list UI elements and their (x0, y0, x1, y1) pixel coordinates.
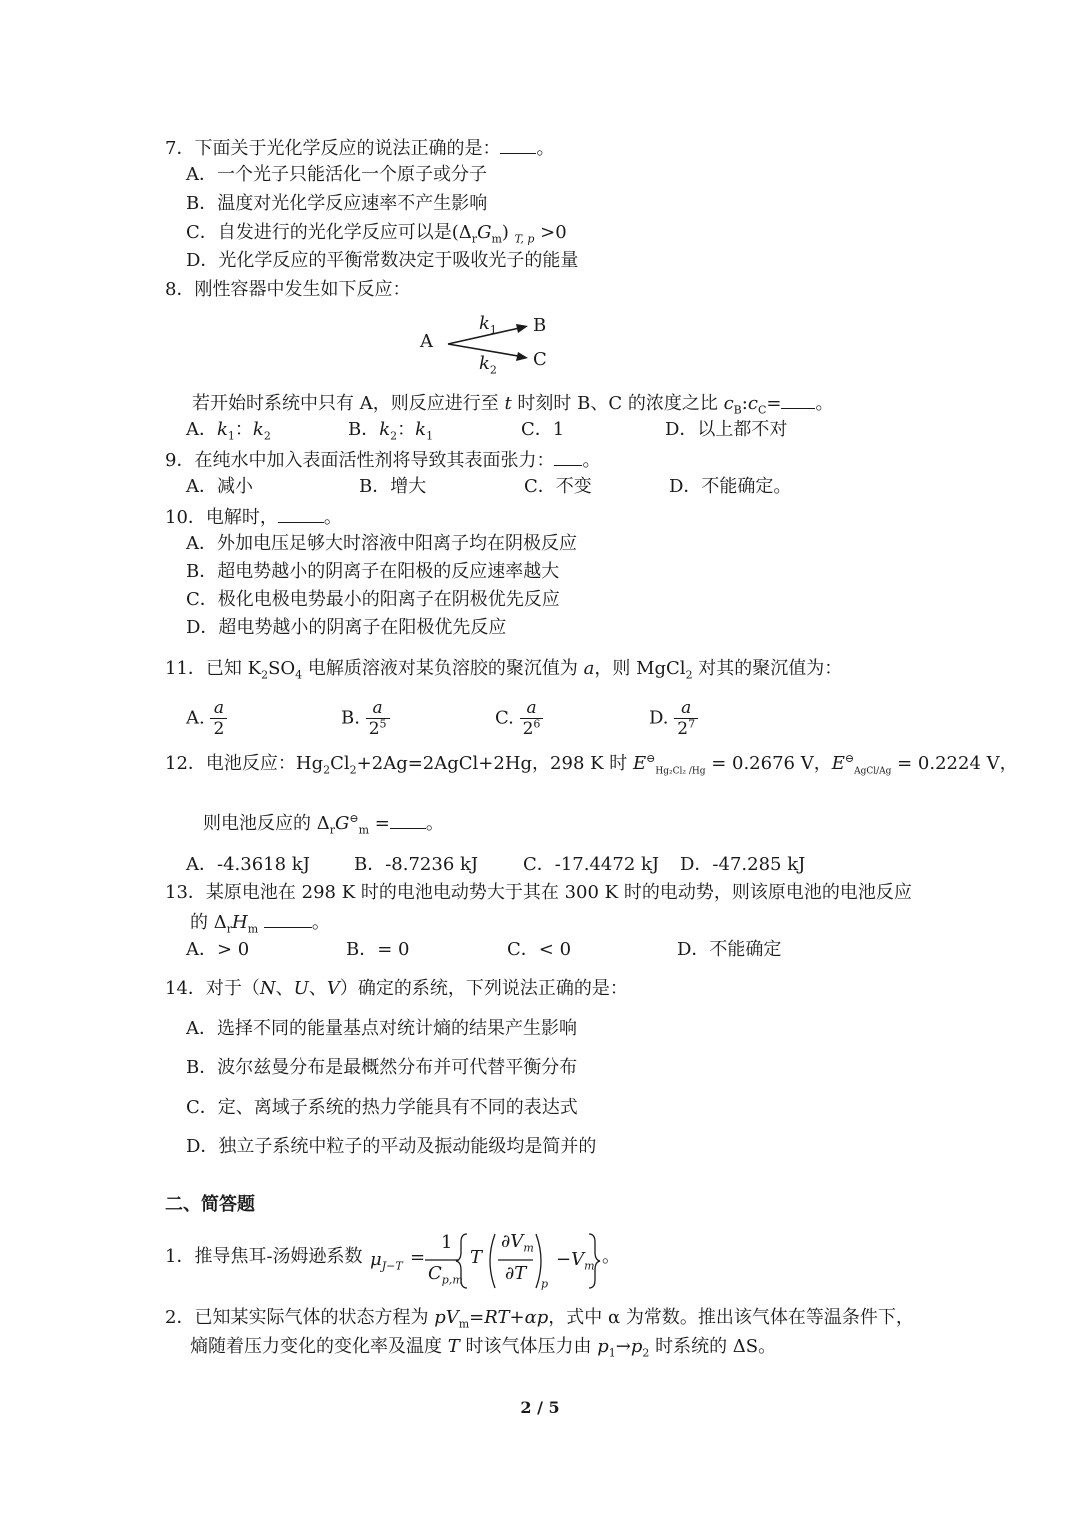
temperature-symbol: T (470, 1247, 483, 1268)
section-title: 二、简答题 (165, 1194, 255, 1215)
q9-option-a: A．减小 (186, 476, 253, 497)
q13-option-a: A．> 0 (186, 939, 250, 960)
q13-option-b: B．= 0 (346, 939, 410, 960)
diagram-label-k1: $k_1$ (479, 313, 497, 337)
diagram-label-k2: $k_2$ (479, 353, 497, 377)
q9-option-b: B．增大 (359, 476, 427, 497)
q1-tail: 。 (602, 1246, 620, 1267)
q10-option-c: C．极化电极电势最小的阳离子在阴极优先反应 (186, 589, 560, 610)
q8-option-b: B．$k_2$：$k_1$ (348, 419, 434, 443)
coefficient-numerator: 1 (441, 1232, 453, 1253)
q7-option-b: B．温度对光化学反应速率不产生影响 (186, 193, 488, 214)
coefficient-denominator: $C_{p,m}$ (428, 1263, 463, 1287)
q11-option-b: B. $\frac{a}{2^5}$ (341, 698, 390, 739)
q8-stem: 8．刚性容器中发生如下反应： (165, 279, 411, 300)
partial-denominator: ∂T (505, 1263, 527, 1284)
q13-option-c: C．< 0 (507, 939, 572, 960)
q13-option-d: D．不能确定 (677, 939, 782, 960)
q12-option-a: A．-4.3618 kJ (186, 854, 310, 875)
q12-question: 则电池反应的 $\Delta_rG^⊖_m$ = 。 (203, 812, 444, 837)
q7-option-c: C．自发进行的光化学反应可以是$(\Delta_rG_m)$ $_{T, p}$ >0 (186, 222, 567, 246)
q12-option-b: B．-8.7236 kJ (354, 854, 479, 875)
q7-option-d: D．光化学反应的平衡常数决定于吸收光子的能量 (186, 250, 579, 271)
partial-numerator: $\partial V_m$ (501, 1231, 534, 1255)
q10-option-a: A．外加电压足够大时溶液中阳离子均在阴极反应 (186, 533, 577, 554)
q14-option-c: C．定、离域子系统的热力学能具有不同的表达式 (186, 1097, 578, 1118)
q13-line1: 13．某原电池在 298 K 时的电池电动势大于其在 300 K 时的电动势，则该原电池的电池反应 (165, 882, 912, 903)
molar-volume-term: $-V_m$ (556, 1249, 595, 1273)
section2-q1 (165, 1228, 645, 1294)
q10-option-b: B．超电势越小的阴离子在阳极的反应速率越大 (186, 561, 560, 582)
q12-stem: 12．电池反应：$Hg_2Cl_2+2Ag=2AgCl+2Hg$，298 K 时 $E^⊖_{Hg_2Cl_2 /Hg} = 0.2676$ V，$E^⊖_{AgCl/Ag} = 0.2224$ V， (165, 752, 1018, 777)
reaction-arrows (410, 306, 580, 378)
section2-q2-line1: 2．已知某实际气体的状态方程为 $pV_m=RT+\alpha p$，式中 α 为常数。推出该气体在等温条件下， (165, 1307, 914, 1331)
q10-option-d: D．超电势越小的阴离子在阳极优先反应 (186, 617, 507, 638)
jt-formula-lines (165, 1228, 645, 1294)
q8-reaction-diagram (410, 306, 580, 378)
diagram-label-c: C (533, 349, 547, 370)
q7-stem: 7．下面关于光化学反应的说法正确的是： 。 (165, 135, 554, 161)
q14-option-b: B．波尔兹曼分布是最概然分布并可代替平衡分布 (186, 1057, 578, 1078)
q1-text: 1．推导焦耳-汤姆逊系数 (165, 1246, 363, 1267)
q13-line2: 的 $\Delta_rH_m$ 。 (190, 909, 330, 935)
diagram-label-a: A (420, 331, 433, 352)
q7-option-a: A．一个光子只能活化一个原子或分子 (186, 164, 487, 185)
q9-stem: 9．在纯水中加入表面活性剂将导致其表面张力： 。 (165, 447, 600, 473)
q8-ratio-text: 若开始时系统中只有 A，则反应进行至 t 时刻时 B、C 的浓度之比 $c_B:c_C=$ 。 (192, 390, 833, 416)
q11-option-a: A. $\frac{a}{2}$ (186, 698, 227, 739)
q11-stem: 11．已知 $K_2SO_4$ 电解质溶液对某负溶胶的聚沉值为 a，则 MgCl$_2$ 对其的聚沉值为： (165, 658, 843, 682)
q8-option-d: D．以上都不对 (665, 419, 788, 440)
q12-option-d: D．-47.285 kJ (680, 854, 806, 875)
q10-stem: 10．电解时， 。 (165, 504, 342, 530)
q11-options (186, 688, 746, 739)
pressure-subscript: p (541, 1277, 549, 1291)
page-number: 2 / 5 (520, 1398, 560, 1417)
diagram-label-b: B (533, 315, 547, 336)
q14-stem: 14．对于（N、U、V）确定的系统，下列说法正确的是： (165, 978, 628, 999)
q8-option-a: A．$k_1$：$k_2$ (186, 419, 271, 443)
q11-option-c: C. $\frac{a}{2^6}$ (495, 698, 543, 739)
q14-option-a: A．选择不同的能量基点对统计熵的结果产生影响 (186, 1018, 577, 1039)
jt-coefficient-symbol: $\mu_{J-T}$ (370, 1249, 403, 1273)
section2-q2-line2: 熵随着压力变化的变化率及温度 T 时该气体压力由 $p_1\to p_2$ 时系统的 ΔS。 (190, 1336, 777, 1360)
q8-option-c: C．1 (521, 419, 565, 440)
q14-option-d: D．独立子系统中粒子的平动及振动能级均是简并的 (186, 1136, 597, 1157)
equals-sign: = (410, 1247, 426, 1268)
q9-option-c: C．不变 (524, 476, 592, 497)
q12-option-c: C．-17.4472 kJ (523, 854, 660, 875)
q9-option-d: D．不能确定。 (669, 476, 792, 497)
q11-option-d: D. $\frac{a}{2^7}$ (649, 698, 698, 739)
